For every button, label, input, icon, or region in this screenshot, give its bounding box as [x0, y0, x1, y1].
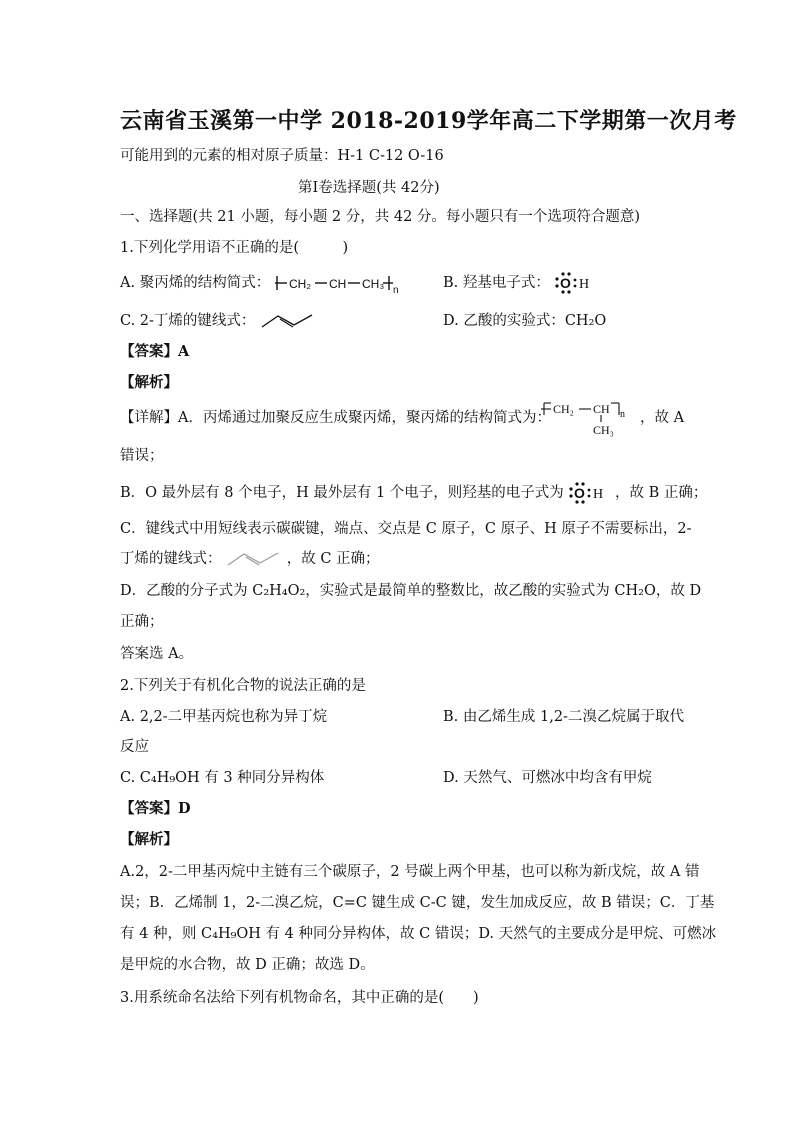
- n-subscript: n: [392, 285, 399, 296]
- q1-option-a: [120, 273, 405, 296]
- hydrogen-symbol: H: [593, 487, 604, 502]
- q1-detail-c-line1: C．键线式中用短线表示碳碳键，端点、交点是 C 原子，C 原子、H 原子不需要标出，2-: [120, 521, 692, 537]
- q2-explanation-4: 是甲烷的水合物，故 D 正确；故选 D。: [120, 957, 375, 973]
- q1-option-d: D. 乙酸的实验式：CH₂O: [443, 313, 607, 329]
- hydroxyl-electron-formula-detail: [568, 483, 610, 503]
- q1-detail-b: [120, 483, 707, 503]
- oxygen-symbol: O: [560, 275, 572, 291]
- q1-detail-c-tail: ，故 C 正确；: [286, 551, 380, 567]
- q1-detail-d-line2: 正确；: [120, 614, 164, 630]
- q2-stem: 2.下列关于有机化合物的说法正确的是: [120, 678, 366, 694]
- n-subscript: n: [620, 409, 625, 420]
- q1-detail-c-text: 丁烯的键线式：: [120, 551, 222, 567]
- q2-analysis-heading: 【解析】: [120, 831, 178, 848]
- q1-option-b-label: B. 羟基电子式：: [443, 275, 550, 291]
- q2-option-b-cont: 反应: [120, 739, 149, 755]
- instructions: 一、选择题(共 21 小题，每小题 2 分，共 42 分。每小题只有一个选项符合题意): [120, 209, 641, 225]
- atomic-masses-note: 可能用到的元素的相对原子质量：H-1 C-12 O-16: [120, 148, 444, 164]
- q2-option-a: A. 2,2-二甲基丙烷也称为异丁烷: [120, 709, 328, 725]
- ch3-text: CH₃: [593, 423, 614, 437]
- q1-option-c: [120, 311, 316, 331]
- ch-text: CH: [328, 277, 347, 291]
- q2-option-b: B. 由乙烯生成 1,2-二溴乙烷属于取代: [443, 709, 684, 725]
- ch2-text: CH₂: [553, 402, 574, 416]
- q1-detail-b-text: B．O 最外层有 8 个电子，H 最外层有 1 个电子，则羟基的电子式为: [120, 485, 564, 501]
- q2-explanation-2: 误；B．乙烯制 1，2-二溴乙烷，C=C 键生成 C-C 键，发生加成反应，故 B 错误；C．丁基: [120, 895, 715, 911]
- q1-option-b: [443, 273, 596, 293]
- q1-detail-a-tail: ，故 A: [640, 410, 685, 426]
- q1-detail-d-line1: D．乙酸的分子式为 C₂H₄O₂，实验式是最简单的整数比，故乙酸的实验式为 CH₂O，故 D: [120, 583, 702, 599]
- polypropylene-wrong-formula: [275, 273, 405, 296]
- q1-analysis-heading: 【解析】: [120, 374, 178, 391]
- 2-butene-skeletal-formula: [260, 311, 316, 331]
- q2-option-c: C. C₄H₉OH 有 3 种同分异构体: [120, 770, 325, 786]
- q2-explanation-1: A.2，2-二甲基丙烷中主链有三个碳原子，2 号碳上两个甲基，也可以称为新戊烷，故 A 错: [120, 864, 700, 880]
- oxygen-symbol: O: [574, 485, 586, 501]
- q1-option-c-label: C. 2-丁烯的键线式：: [120, 313, 256, 329]
- q1-detail-a-text: 【详解】A．丙烯通过加聚反应生成聚丙烯，聚丙烯的结构简式为：: [120, 410, 551, 426]
- hydroxyl-electron-formula: [554, 273, 596, 293]
- q2-answer: 【答案】D: [120, 800, 191, 817]
- ch2-text: CH₂: [288, 277, 311, 291]
- 2-butene-skeletal-formula-detail: [226, 549, 282, 569]
- q1-choose: 答案选 A。: [120, 646, 194, 662]
- hydrogen-symbol: H: [579, 277, 590, 292]
- section-title: 第Ⅰ卷选择题(共 42分): [298, 180, 440, 196]
- polypropylene-correct-formula: [541, 398, 641, 438]
- q1-detail-c-line2: [120, 549, 380, 569]
- q1-stem: 1.下列化学用语不正确的是( ): [120, 240, 349, 256]
- q1-detail-a-end: 错误；: [120, 448, 164, 464]
- ch-text: CH: [593, 402, 610, 416]
- q2-option-d: D. 天然气、可燃冰中均含有甲烷: [443, 770, 652, 786]
- q3-stem: 3.用系统命名法给下列有机物命名，其中正确的是( ): [120, 990, 479, 1006]
- q1-answer: 【答案】A: [120, 343, 190, 360]
- q1-detail-b-tail: ，故 B 正确；: [615, 485, 708, 501]
- q1-detail-a: [120, 408, 551, 428]
- q2-explanation-3: 有 4 种，则 C₄H₉OH 有 4 种同分异构体，故 C 错误；D. 天然气的主要成分是甲烷、可燃冰: [120, 926, 717, 942]
- ch3-text: CH₃: [361, 277, 385, 291]
- q1-option-a-label: A. 聚丙烯的结构简式：: [120, 275, 271, 291]
- page-title: 云南省玉溪第一中学 2018-2019学年高二下学期第一次月考: [120, 108, 737, 134]
